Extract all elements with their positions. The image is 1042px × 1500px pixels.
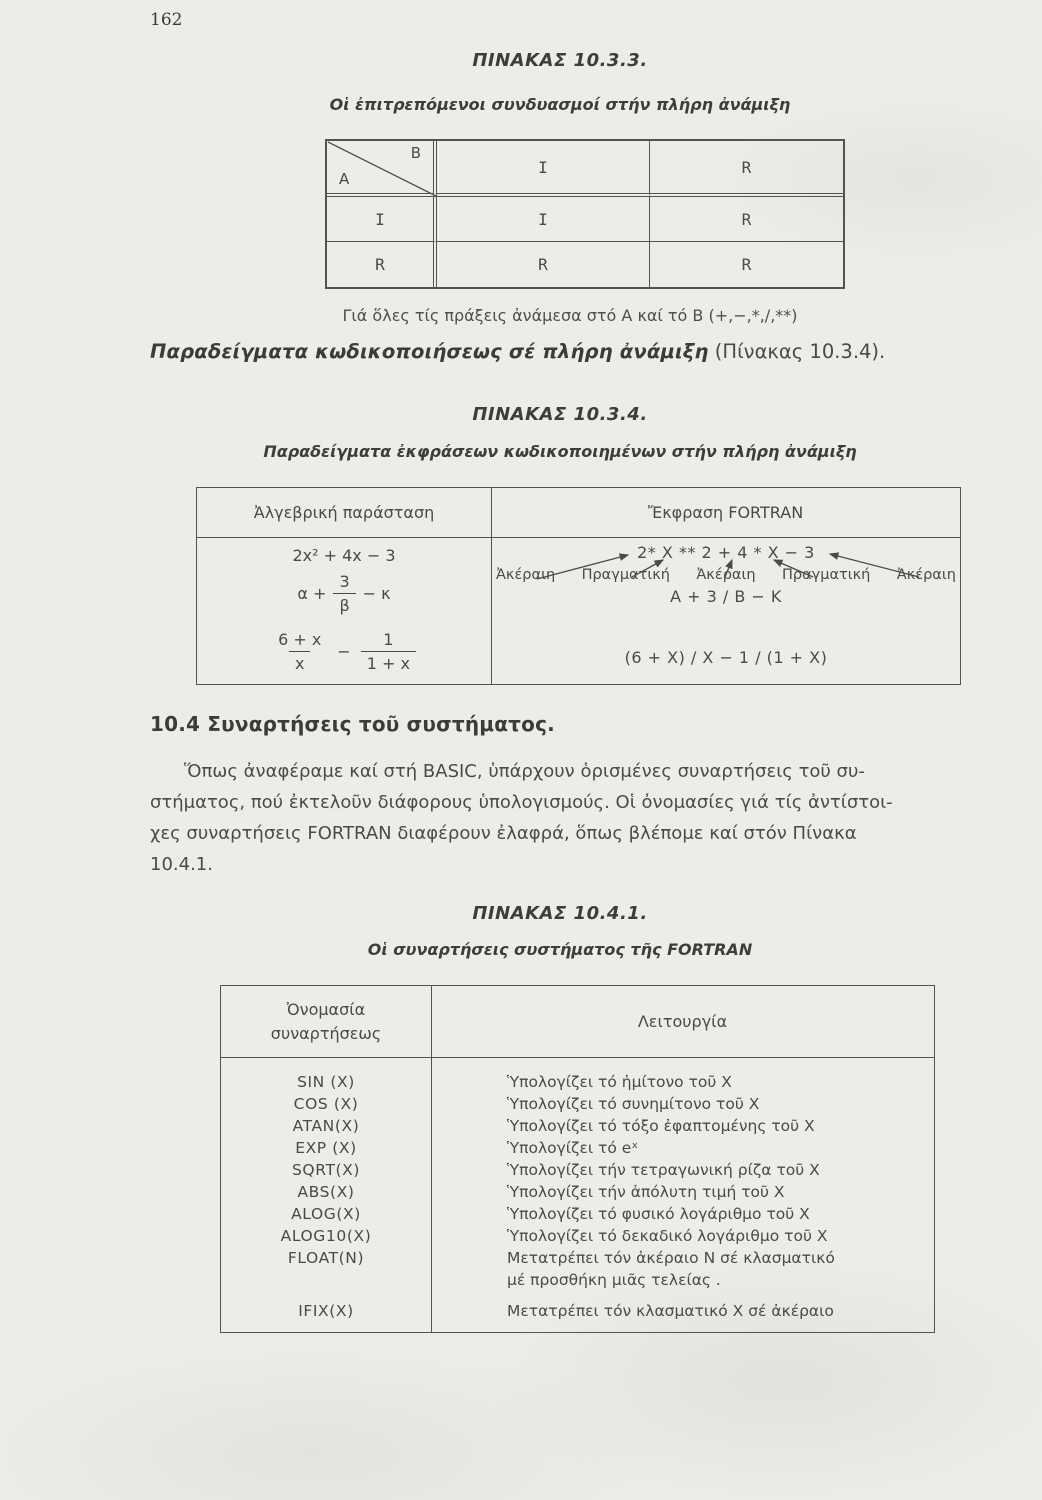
table-system-functions [220, 985, 935, 1333]
expr2-prefix: α + [297, 584, 327, 603]
description-line1: Μετατρέπει τόν ἀκέραιο Ν σέ κλασματικό [507, 1249, 835, 1267]
table-10-4-1-subtitle: Οἱ συναρτήσεις συστήματος τῆς FORTRAN [367, 940, 753, 959]
type-label: Πραγματική [781, 567, 871, 583]
function-description [431, 1247, 934, 1291]
column-divider [431, 986, 432, 1332]
minus-operator: − [337, 642, 351, 661]
function-description: Ὑπολογίζει τό τόξο ἐφαπτομένης τοῦ Χ [507, 1117, 815, 1135]
table-10-4-1-title: ΠΙΝΑΚΑΣ 10.4.1. [472, 903, 648, 924]
header-fortran: Ἔκφραση FORTRAN [647, 503, 804, 522]
table-10-3-4-title: ΠΙΝΑΚΑΣ 10.3.4. [472, 404, 648, 425]
numerator: 1 [383, 630, 394, 649]
header-name-line2: συναρτήσεως [270, 1023, 382, 1043]
fortran-expression-3: (6 + X) / X − 1 / (1 + X) [624, 648, 828, 667]
type-label: Πραγματική [581, 567, 670, 583]
table-10-3-3-subtitle: Οἱ ἐπιτρεπόμενοι συνδυασμοί στήν πλήρη ἀνάμιξη [329, 95, 791, 114]
function-description: Ὑπολογίζει τήν ἀπόλυτη τιμή τοῦ Χ [507, 1183, 785, 1201]
table-cell: R [650, 197, 843, 242]
table-row [221, 1159, 934, 1181]
function-description: Ὑπολογίζει τό eˣ [507, 1139, 639, 1157]
page-number: 162 [150, 10, 183, 30]
function-description: Μετατρέπει τόν κλασματικό Χ σέ ἀκέραιο [507, 1302, 834, 1320]
section-heading: 10.4 Συναρτήσεις τοῦ συστήματος. [150, 712, 555, 736]
header-name-line1: Ὀνομασία [286, 999, 366, 1019]
table-row [221, 1071, 934, 1093]
denominator: x [289, 651, 310, 673]
function-name: COS (X) [293, 1095, 359, 1113]
corner-row-variable: A [339, 170, 350, 188]
type-label: Ἀκέραιη [696, 567, 756, 583]
paragraph-line: στήματος, πού ἐκτελοῦν διάφορους ὑπολογισμούς. Οἱ ὀνομασίες γιά τίς ἀντίστοι- [150, 792, 893, 813]
denominator: 1 + x [361, 651, 416, 673]
function-description: Ὑπολογίζει τήν τετραγωνική ρίζα τοῦ Χ [507, 1161, 820, 1179]
table-row [221, 1300, 934, 1322]
table-10-3-4-subtitle: Παραδείγματα ἐκφράσεων κωδικοποιημένων στήν πλήρη ἀνάμιξη [263, 442, 857, 461]
function-name: SQRT(X) [291, 1161, 361, 1179]
fortran-expression-2: A + 3 / B − K [670, 587, 782, 606]
function-name: ATAN(X) [292, 1117, 360, 1135]
corner-col-variable: B [410, 144, 421, 162]
type-annotation-labels [496, 567, 956, 583]
table-row [221, 1093, 934, 1115]
function-description: Ὑπολογίζει τό ἡμίτονο τοῦ Χ [507, 1073, 732, 1091]
table-row [221, 1247, 934, 1291]
function-name: FLOAT(N) [287, 1249, 365, 1267]
description-line2: μέ προσθήκη μιᾶς τελείας . [507, 1271, 721, 1289]
table-10-3-3-caption: Γιά ὅλες τίς πράξεις ἀνάμεσα στό Α καί τό Β (+,−,*,/,**) [342, 306, 798, 325]
paragraph-line: χες συναρτήσεις FORTRAN διαφέρουν ἐλαφρά, ὅπως βλέπομε καί στόν Πίνακα [150, 823, 857, 844]
lead-sentence [150, 340, 1010, 363]
function-description: Ὑπολογίζει τό φυσικό λογάριθμο τοῦ Χ [507, 1205, 810, 1223]
col-header: I [437, 141, 650, 197]
fraction [272, 630, 327, 673]
fraction [361, 630, 416, 673]
table-10-3-3-title: ΠΙΝΑΚΑΣ 10.3.3. [472, 50, 648, 71]
function-description: Ὑπολογίζει τό συνημίτονο τοῦ Χ [507, 1095, 760, 1113]
header-operation: Λειτουργία [637, 1012, 728, 1031]
header-function-name [221, 986, 431, 1057]
fraction [333, 572, 355, 615]
row-header: I [327, 197, 437, 242]
algebraic-expression-2 [197, 572, 491, 615]
table-row [221, 1137, 934, 1159]
table-row [221, 1203, 934, 1225]
lead-rest: (Πίνακας 10.3.4). [708, 340, 886, 363]
algebraic-expression-1: 2x² + 4x − 3 [292, 546, 396, 565]
table-corner-cell [327, 141, 437, 197]
function-name: EXP (X) [295, 1139, 357, 1157]
type-label: Ἀκέραιη [896, 567, 956, 583]
function-name: ALOG(X) [291, 1205, 361, 1223]
fortran-expression-1: 2* X ** 2 + 4 * X − 3 [637, 543, 815, 562]
table-allowed-combinations [325, 139, 845, 289]
body-paragraph [150, 756, 962, 880]
numerator: 6 + x [278, 630, 322, 649]
paragraph-line: Ὅπως ἀναφέραμε καί στή BASIC, ὑπάρχουν ὁρισμένες συναρτήσεις τοῦ συ- [184, 761, 865, 782]
table-row [221, 1181, 934, 1203]
function-name: IFIX(X) [298, 1302, 354, 1320]
table-coding-examples [196, 487, 961, 685]
paragraph-line: 10.4.1. [150, 854, 213, 875]
table-row [221, 1115, 934, 1137]
numerator: 3 [339, 572, 350, 591]
table-cell: R [437, 242, 650, 287]
expr2-suffix: − κ [362, 584, 391, 603]
col-header: R [650, 141, 843, 197]
fortran-column [492, 538, 960, 684]
function-name: ALOG10(X) [280, 1227, 372, 1245]
header-algebraic: Ἀλγεβρική παράσταση [253, 503, 435, 522]
function-name: ABS(X) [297, 1183, 355, 1201]
denominator: β [333, 593, 355, 615]
table-cell: I [437, 197, 650, 242]
algebraic-column [197, 538, 491, 684]
table-row [221, 1225, 934, 1247]
type-label: Ἀκέραιη [496, 567, 556, 583]
function-name: SIN (X) [297, 1073, 355, 1091]
function-description: Ὑπολογίζει τό δεκαδικό λογάριθμο τοῦ Χ [507, 1227, 828, 1245]
row-header: R [327, 242, 437, 287]
algebraic-expression-3 [197, 630, 491, 673]
lead-bold: Παραδείγματα κωδικοποιήσεως σέ πλήρη ἀνάμιξη [150, 340, 709, 363]
table-cell: R [741, 255, 752, 274]
